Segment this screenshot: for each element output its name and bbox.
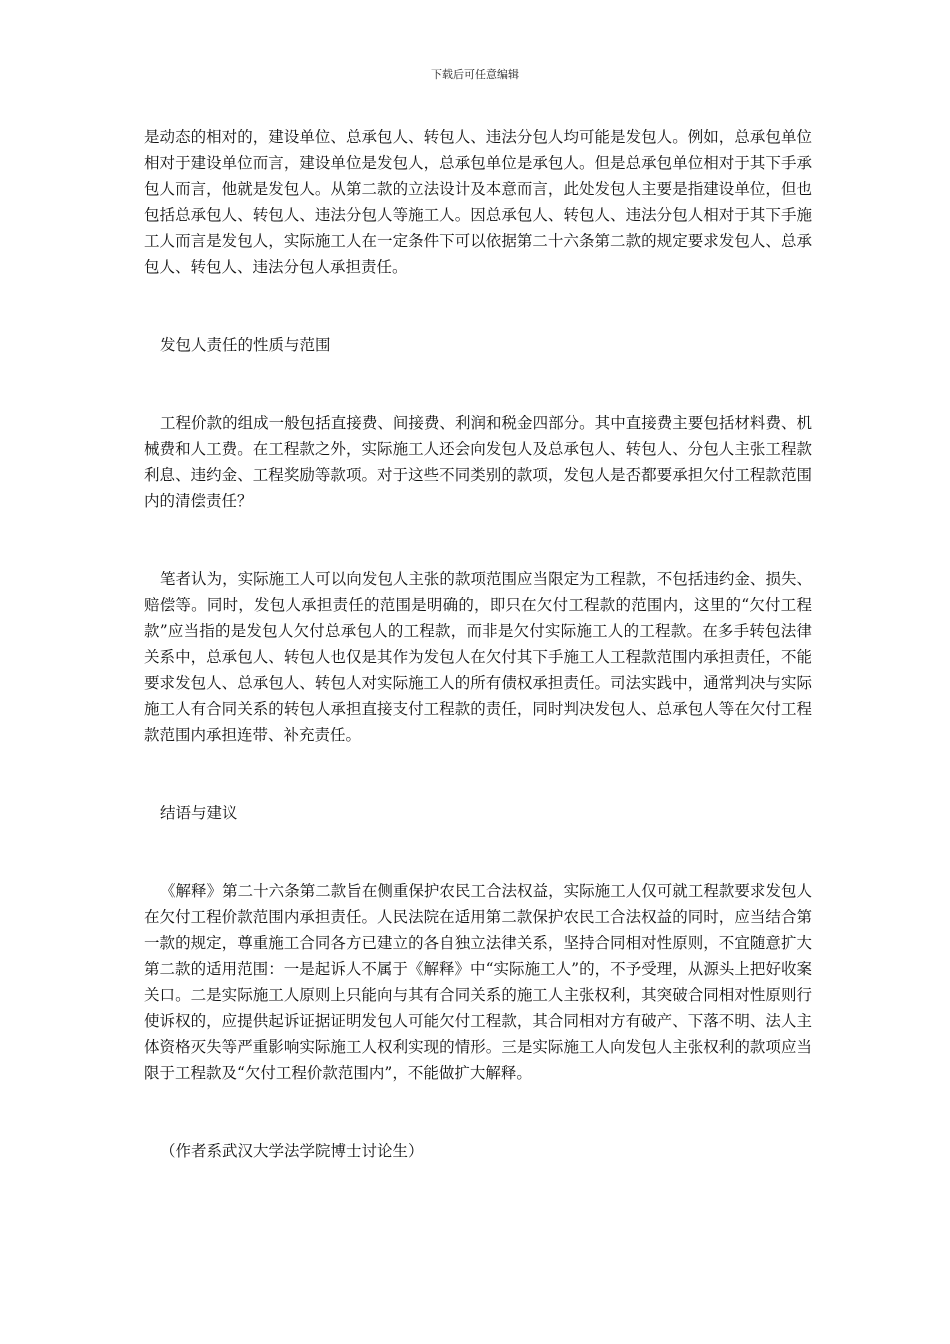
spacer [144,280,812,332]
paragraph-author-opinion: 笔者认为，实际施工人可以向发包人主张的款项范围应当限定为工程款，不包括违约金、损失、赔偿等。同时，发包人承担责任的范围是明确的，即只在欠付工程款的范围内，这里的“欠付工程款”应当指的是发包人欠付总承包人的工程款，而非是欠付实际施工人的工程款。在多手转包法律关系中，总承包人、转包人也仅是其作为发包人在欠付其下手施工人工程款范围内承担责任，不能要求发包人、总承包人、转包人对实际施工人的所有债权承担责任。司法实践中，通常判决与实际施工人有合同关系的转包人承担直接支付工程款的责任，同时判决发包人、总承包人等在欠付工程款范围内承担连带、补充责任。 [144,570,812,744]
section-heading-responsibility: 发包人责任的性质与范围 [160,336,331,354]
section-heading-conclusion: 结语与建议 [160,804,238,822]
paragraph-intro: 是动态的相对的，建设单位、总承包人、转包人、违法分包人均可能是发包人。例如，总承包单位相对于建设单位而言，建设单位是发包人，总承包单位是承包人。但是总承包单位相对于其下手承包人而言，他就是发包人。从第二款的立法设计及本意而言，此处发包人主要是指建设单位，但也包括总承包人、转包人、违法分包人等施工人。因总承包人、转包人、违法分包人相对于其下手施工人而言是发包人，实际施工人在一定条件下可以依据第二十六条第二款的规定要求发包人、总承包人、转包人、违法分包人承担责任。 [144,128,812,276]
paragraph-price-composition: 工程价款的组成一般包括直接费、间接费、利润和税金四部分。其中直接费主要包括材料费、机械费和人工费。在工程款之外，实际施工人还会向发包人及总承包人、转包人、分包人主张工程款利息、违约金、工程奖励等款项。对于这些不同类别的款项，发包人是否都要承担欠付工程款范围内的清偿责任？ [144,414,812,510]
spacer [144,514,812,566]
spacer [144,826,812,878]
spacer [144,748,812,800]
page-header: 下载后可任意编辑 [431,68,519,81]
spacer [144,358,812,410]
author-note: （作者系武汉大学法学院博士讨论生） [160,1142,424,1160]
paragraph-conclusion: 《解释》第二十六条第二款旨在侧重保护农民工合法权益，实际施工人仅可就工程款要求发包人在欠付工程价款范围内承担责任。人民法院在适用第二款保护农民工合法权益的同时，应当结合第一款的规定，尊重施工合同各方已建立的各自独立法律关系，坚持合同相对性原则，不宜随意扩大第二款的适用范围：一是起诉人不属于《解释》中“实际施工人”的，不予受理，从源头上把好收案关口。二是实际施工人原则上只能向与其有合同关系的施工人主张权利，其突破合同相对性原则行使诉权的，应提供起诉证据证明发包人可能欠付工程款，其合同相对方有破产、下落不明、法人主体资格灭失等严重影响实际施工人权利实现的情形。三是实际施工人向发包人主张权利的款项应当限于工程款及“欠付工程价款范围内”，不能做扩大解释。 [144,882,812,1082]
spacer [144,1086,812,1138]
document-body [144,124,812,1164]
